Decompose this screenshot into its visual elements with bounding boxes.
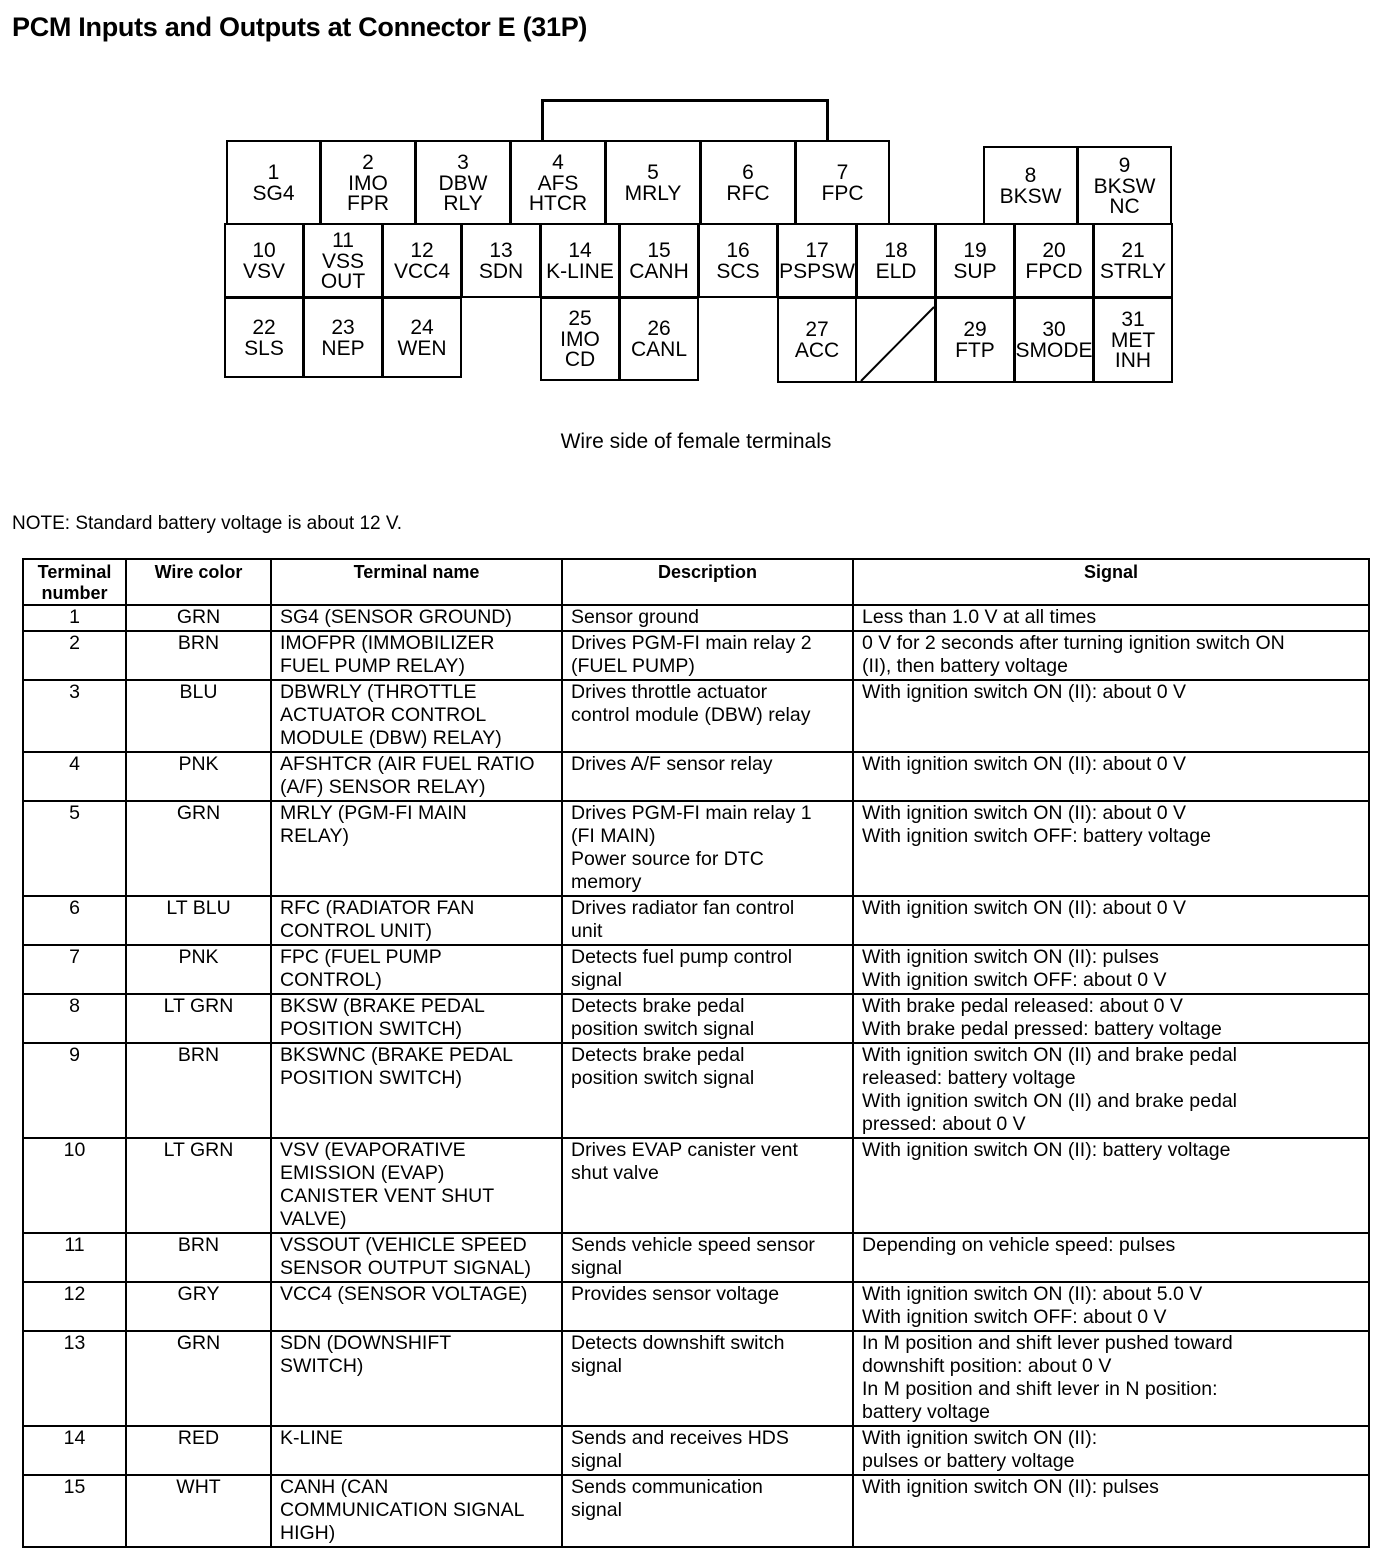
terminal-number: 7 [836,161,849,184]
terminal-cell-19 [935,223,1015,298]
terminal-number-cell: 8 [23,994,126,1043]
terminal-number-cell: 11 [23,1233,126,1282]
header-terminal-name: Terminal name [271,559,562,605]
table-row [23,896,1369,945]
terminal-label: STRLY [1099,259,1167,283]
table-row [23,752,1369,801]
terminal-label: IMO CD [560,328,600,371]
terminal-number: 10 [252,238,276,262]
terminal-cell-11 [303,223,383,298]
table-row [23,1233,1369,1282]
signal-cell: With ignition switch ON (II) and brake pedal released: battery voltage With ignition switch ON (II) and brake pedal pressed: about 0 V [853,1043,1369,1138]
terminal-cell-18 [856,223,936,298]
table-row [23,631,1369,680]
wire-color-cell: GRN [126,801,271,896]
terminal-name-cell: IMOFPR (IMMOBILIZER FUEL PUMP RELAY) [271,631,562,680]
terminal-cell-7 [795,140,890,226]
terminal-label: K-LINE [546,259,614,283]
wire-color-cell: GRN [126,1331,271,1426]
wire-color-cell: RED [126,1426,271,1475]
description-cell: Detects brake pedal position switch signal [562,994,853,1043]
terminal-number-cell: 7 [23,945,126,994]
terminal-number-cell: 2 [23,631,126,680]
terminal-number: 30 [1042,318,1066,341]
terminal-cell-27 [777,297,857,383]
table-row [23,1426,1369,1475]
terminal-label: FPC [821,182,864,205]
terminal-name-cell: CANH (CAN COMMUNICATION SIGNAL HIGH) [271,1475,562,1547]
terminal-cell-5 [605,140,701,226]
terminal-number: 20 [1042,238,1066,262]
terminal-name-cell: SDN (DOWNSHIFT SWITCH) [271,1331,562,1426]
terminal-label: FTP [955,339,995,362]
wire-color-cell: PNK [126,752,271,801]
signal-cell: With ignition switch ON (II): pulses or battery voltage [853,1426,1369,1475]
description-cell: Detects fuel pump control signal [562,945,853,994]
terminal-label: NEP [321,336,365,360]
signal-cell: With ignition switch ON (II): about 0 V [853,896,1369,945]
terminal-cell-3 [415,140,511,226]
terminal-name-cell: K-LINE [271,1426,562,1475]
terminal-cell-22 [224,297,304,378]
terminal-name-cell: RFC (RADIATOR FAN CONTROL UNIT) [271,896,562,945]
terminal-name-cell: VSV (EVAPORATIVE EMISSION (EVAP) CANISTER VENT SHUT VALVE) [271,1138,562,1233]
terminal-number: 16 [726,238,750,262]
terminal-number-cell: 6 [23,896,126,945]
terminal-name-cell: BKSWNC (BRAKE PEDAL POSITION SWITCH) [271,1043,562,1138]
signal-cell: With ignition switch ON (II): pulses With ignition switch OFF: about 0 V [853,945,1369,994]
page-title: PCM Inputs and Outputs at Connector E (31P) [12,12,588,42]
terminal-number: 27 [805,318,829,341]
terminal-number-cell: 5 [23,801,126,896]
terminal-label: CANL [630,338,688,361]
wire-color-cell: LT BLU [126,896,271,945]
terminal-number-cell: 3 [23,680,126,752]
terminal-number: 4 [552,151,564,174]
terminal-cell-29 [935,297,1015,383]
terminal-number: 18 [884,238,908,262]
terminal-label: RFC [726,182,770,205]
terminal-number: 1 [267,161,280,184]
terminal-cell-17 [777,223,857,298]
table-row [23,605,1369,631]
wire-color-cell: LT GRN [126,994,271,1043]
terminal-label: ELD [875,259,917,283]
terminal-number: 6 [742,161,754,184]
description-cell: Provides sensor voltage [562,1282,853,1331]
description-cell: Detects downshift switch signal [562,1331,853,1426]
terminal-label: MRLY [624,182,682,205]
signal-cell: With ignition switch ON (II): pulses [853,1475,1369,1547]
terminal-label: SCS [716,259,760,283]
table-row [23,945,1369,994]
terminal-cell-4 [510,140,606,226]
signal-cell: With brake pedal released: about 0 V With brake pedal pressed: battery voltage [853,994,1369,1043]
terminal-cell-16 [698,223,778,298]
terminal-number: 12 [410,238,434,262]
terminal-label: WEN [397,336,447,360]
table-row [23,680,1369,752]
terminal-name-cell: SG4 (SENSOR GROUND) [271,605,562,631]
description-cell: Drives PGM-FI main relay 1 (FI MAIN) Power source for DTC memory [562,801,853,896]
description-cell: Drives radiator fan control unit [562,896,853,945]
terminal-number-cell: 4 [23,752,126,801]
header-signal: Signal [853,559,1369,605]
connector-caption: Wire side of female terminals [560,430,832,453]
terminal-cell-15 [619,223,699,298]
table-row [23,1138,1369,1233]
terminal-number: 31 [1121,308,1145,331]
voltage-note: NOTE: Standard battery voltage is about 12 V. [12,513,403,534]
terminal-label: ACC [794,339,840,362]
terminal-name-cell: VSSOUT (VEHICLE SPEED SENSOR OUTPUT SIGNAL) [271,1233,562,1282]
terminal-name-cell: FPC (FUEL PUMP CONTROL) [271,945,562,994]
terminal-number: 3 [457,151,469,174]
wire-color-cell: GRY [126,1282,271,1331]
signal-cell: Depending on vehicle speed: pulses [853,1233,1369,1282]
wire-color-cell: GRN [126,605,271,631]
terminal-cell-31 [1093,297,1173,383]
terminal-number: 2 [362,151,374,174]
table-row [23,1475,1369,1547]
connector-lock-tab [541,99,829,141]
terminal-cell-10 [224,223,304,298]
terminal-number: 22 [252,315,276,339]
signal-cell: With ignition switch ON (II): about 0 V [853,680,1369,752]
diagonal-blank-mark [857,299,938,385]
terminal-label: SDN [478,259,524,283]
connector-diagram [0,0,1392,420]
terminal-label: IMO FPR [347,172,389,215]
signal-cell: With ignition switch ON (II): battery voltage [853,1138,1369,1233]
terminal-number: 11 [332,228,354,252]
terminal-label: CANH [629,259,689,283]
terminal-label: VSV [242,259,286,283]
terminal-number-cell: 13 [23,1331,126,1426]
signal-cell: With ignition switch ON (II): about 0 V [853,752,1369,801]
terminal-cell-8 [983,146,1078,226]
terminal-number: 15 [647,238,671,262]
terminal-number: 17 [805,238,829,262]
description-cell: Sends communication signal [562,1475,853,1547]
description-cell: Drives throttle actuator control module (DBW) relay [562,680,853,752]
terminal-cell-24 [382,297,462,378]
terminal-number-cell: 14 [23,1426,126,1475]
terminal-cell-25 [540,297,620,381]
terminal-label: SUP [953,259,997,283]
description-cell: Sends vehicle speed sensor signal [562,1233,853,1282]
wire-color-cell: BRN [126,631,271,680]
terminal-number-cell: 9 [23,1043,126,1138]
terminal-label: VCC4 [393,259,451,283]
terminal-cell-6 [700,140,796,226]
terminal-name-cell: DBWRLY (THROTTLE ACTUATOR CONTROL MODULE (DBW) RELAY) [271,680,562,752]
signal-cell: 0 V for 2 seconds after turning ignition switch ON (II), then battery voltage [853,631,1369,680]
terminal-cell-30 [1014,297,1094,383]
terminal-cell-13 [461,223,541,298]
terminal-cell-12 [382,223,462,298]
table-row [23,1282,1369,1331]
table-row [23,801,1369,896]
terminal-name-cell: BKSW (BRAKE PEDAL POSITION SWITCH) [271,994,562,1043]
terminal-number: 13 [489,238,513,262]
description-cell: Sensor ground [562,605,853,631]
terminal-table [22,558,1370,1548]
terminal-cell-26 [619,297,699,381]
terminal-cell-23 [303,297,383,378]
header-description: Description [562,559,853,605]
terminal-label: BKSW NC [1093,175,1156,218]
description-cell: Drives PGM-FI main relay 2 (FUEL PUMP) [562,631,853,680]
terminal-cell-9 [1077,146,1172,226]
terminal-28-blank [855,297,936,383]
terminal-number: 14 [568,238,592,262]
terminal-number-cell: 12 [23,1282,126,1331]
terminal-label: AFS HTCR [528,172,588,215]
terminal-number: 19 [963,238,987,262]
terminal-number: 9 [1118,154,1131,177]
signal-cell: In M position and shift lever pushed toward downshift position: about 0 V In M position and shift lever in N position: battery voltage [853,1331,1369,1426]
terminal-number-cell: 10 [23,1138,126,1233]
description-cell: Drives A/F sensor relay [562,752,853,801]
terminal-cell-14 [540,223,620,298]
terminal-number: 8 [1024,164,1037,187]
header-wire-color: Wire color [126,559,271,605]
description-cell: Sends and receives HDS signal [562,1426,853,1475]
terminal-label: PSPSW [779,259,855,283]
terminal-label: SLS [244,336,284,360]
terminal-number: 26 [647,317,671,340]
terminal-number: 5 [647,161,659,184]
terminal-name-cell: VCC4 (SENSOR VOLTAGE) [271,1282,562,1331]
wire-color-cell: LT GRN [126,1138,271,1233]
terminal-number: 29 [963,318,987,341]
terminal-number-cell: 15 [23,1475,126,1547]
terminal-number: 23 [331,315,355,339]
table-row [23,1043,1369,1138]
header-terminal-number: Terminal number [23,559,126,605]
terminal-label: DBW RLY [438,172,488,215]
wire-color-cell: PNK [126,945,271,994]
terminal-label: VSS OUT [320,249,366,293]
terminal-number: 24 [410,315,434,339]
terminal-label: FPCD [1025,259,1083,283]
terminal-cell-1 [226,140,321,226]
terminal-cell-20 [1014,223,1094,298]
terminal-name-cell: AFSHTCR (AIR FUEL RATIO (A/F) SENSOR RELAY) [271,752,562,801]
terminal-cell-21 [1093,223,1173,298]
signal-cell: Less than 1.0 V at all times [853,605,1369,631]
table-row [23,994,1369,1043]
signal-cell: With ignition switch ON (II): about 5.0 V With ignition switch OFF: about 0 V [853,1282,1369,1331]
table-row [23,1331,1369,1426]
terminal-name-cell: MRLY (PGM-FI MAIN RELAY) [271,801,562,896]
terminal-label: SMODE [1015,339,1093,362]
terminal-number: 21 [1121,238,1145,262]
terminal-label: MET INH [1110,329,1156,372]
wire-color-cell: WHT [126,1475,271,1547]
table-header-row [23,559,1369,605]
wire-color-cell: BRN [126,1233,271,1282]
description-cell: Detects brake pedal position switch signal [562,1043,853,1138]
terminal-number-cell: 1 [23,605,126,631]
terminal-label: BKSW [999,185,1062,208]
terminal-label: SG4 [252,182,295,205]
wire-color-cell: BLU [126,680,271,752]
wire-color-cell: BRN [126,1043,271,1138]
description-cell: Drives EVAP canister vent shut valve [562,1138,853,1233]
terminal-number: 25 [568,307,592,330]
signal-cell: With ignition switch ON (II): about 0 V With ignition switch OFF: battery voltage [853,801,1369,896]
terminal-cell-2 [320,140,416,226]
